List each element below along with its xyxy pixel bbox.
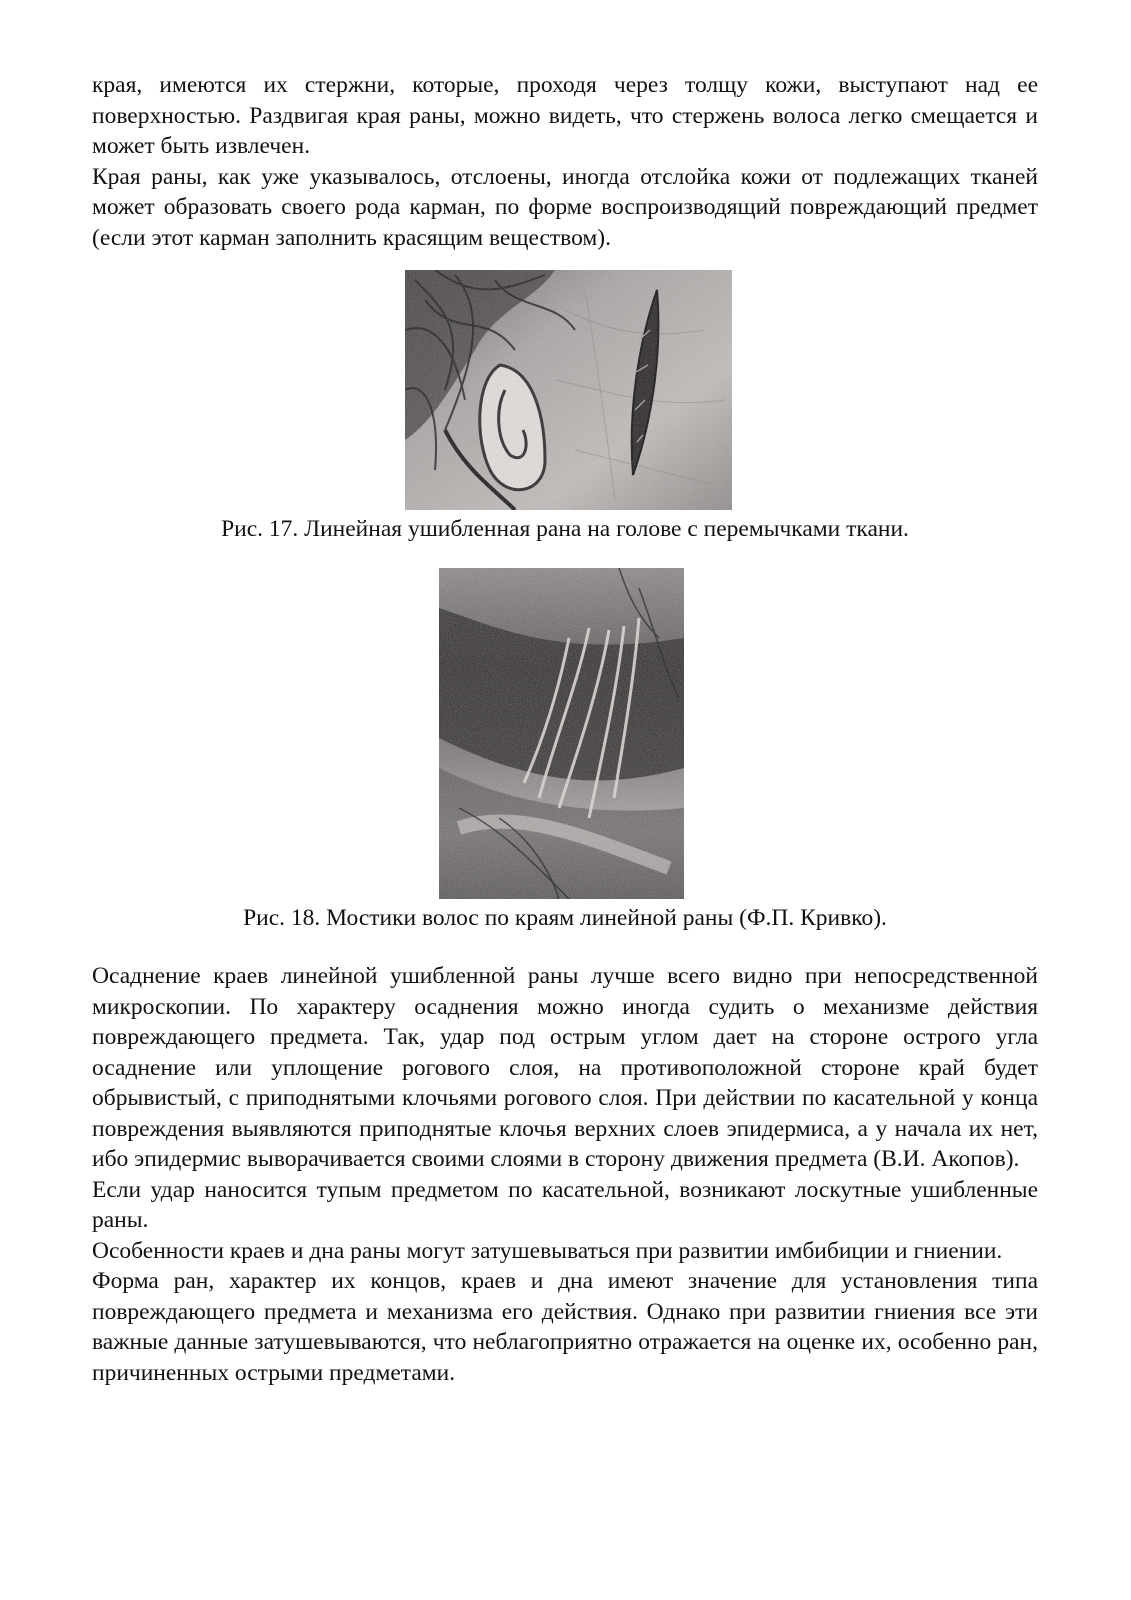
- paragraph: края, имеются их стержни, которые, проходя через толщу кожи, выступают над ее поверхностью. Раздвигая края раны, можно видеть, что стержень волоса легко смещается и может быть извлечен.: [92, 72, 1038, 159]
- document-page: [92, 70, 1038, 1388]
- intro-section: [92, 70, 1038, 253]
- figure-17-caption: Рис. 17. Линейная ушибленная рана на голове с перемычками ткани.: [221, 516, 909, 542]
- figure-17-photo: [405, 270, 732, 510]
- body-section: [92, 961, 1038, 1388]
- figure-18: [92, 568, 1038, 933]
- paragraph: Края раны, как уже указывалось, отслоены, иногда отслойка кожи от подлежащих тканей может образовать своего рода карман, по форме воспроизводящий повреждающий предмет (если этот карман заполнить красящим веществом).: [92, 163, 1038, 251]
- paragraph: Если удар наносится тупым предметом по касательной, возникают лоскутные ушибленные раны.: [92, 1176, 1038, 1233]
- figure-17: [92, 270, 1038, 544]
- paragraph: Форма ран, характер их концов, краев и дна имеют значение для установления типа повреждающего предмета и механизма его действия. Однако при развитии гниения все эти важные данные затушевываются, что неблагоприятно отражается на оценке их, особенно ран, причиненных острыми предметами.: [92, 1268, 1038, 1386]
- paragraph: Осаднение краев линейной ушибленной раны лучше всего видно при непосредственной микроскопии. По характеру осаднения можно иногда судить о механизме действия повреждающего предмета. Так, удар под острым углом дает на стороне острого угла осаднение или уплощение рогового слоя, на противоположной стороне край будет обрывистый, с приподнятыми клочьями рогового слоя. При действии по касательной у конца повреждения выявляются приподнятые клочья верхних слоев эпидермиса, а у начала их нет, ибо эпидермис выворачивается своими слоями в сторону движения предмета (В.И. Акопов).: [92, 963, 1038, 1172]
- paragraph: Особенности краев и дна раны могут затушевываться при развитии имбибиции и гниении.: [92, 1237, 1003, 1264]
- figure-18-photo: [439, 568, 684, 899]
- figure-18-caption: Рис. 18. Мостики волос по краям линейной раны (Ф.П. Кривко).: [243, 905, 887, 931]
